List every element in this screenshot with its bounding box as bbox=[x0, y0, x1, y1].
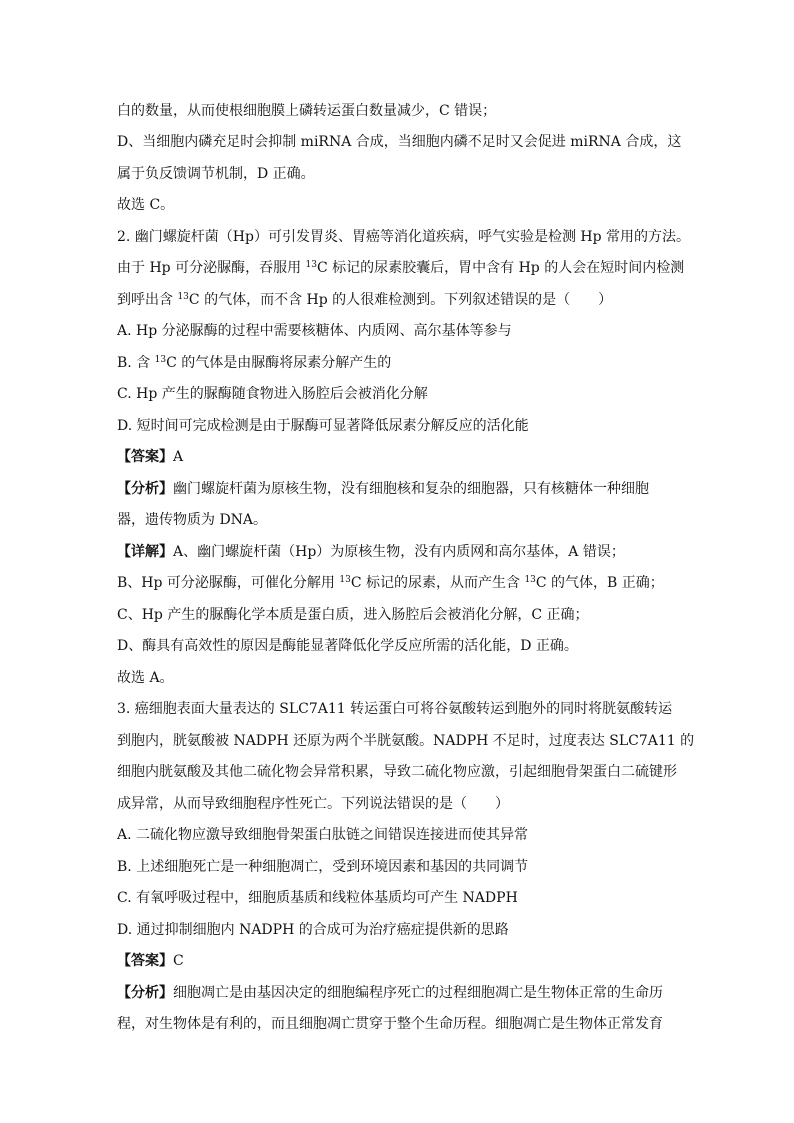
line-text: 细胞凋亡是由基因决定的细胞编程序死亡的过程细胞凋亡是生物体正常的生命历 bbox=[173, 985, 663, 1001]
line-text: C 的气体，B 正确； bbox=[535, 575, 664, 591]
section-label: 【答案】 bbox=[117, 449, 173, 465]
line-text: C 标记的尿素，从而产生含 bbox=[350, 575, 525, 591]
text-line bbox=[117, 857, 528, 877]
text-line bbox=[117, 983, 663, 1003]
isotope-superscript: 13 bbox=[339, 575, 351, 585]
section-label: 【分析】 bbox=[117, 481, 173, 497]
line-text: B. 上述细胞死亡是一种细胞凋亡，受到环境因素和基因的共同调节 bbox=[117, 859, 529, 875]
text-line bbox=[117, 384, 428, 404]
text-line bbox=[117, 164, 315, 184]
text-line bbox=[117, 605, 589, 625]
line-text: 程，对生物体是有利的，而且细胞凋亡贯穿于整个生命历程。细胞凋亡是生物体正常发育 bbox=[117, 1016, 663, 1032]
text-line bbox=[117, 794, 509, 814]
text-line bbox=[117, 290, 612, 310]
line-text: C. 有氧呼吸过程中，细胞质基质和线粒体基质均可产生 NADPH bbox=[117, 890, 518, 906]
text-line bbox=[117, 416, 529, 436]
text-line bbox=[117, 888, 518, 908]
text-line bbox=[117, 447, 183, 467]
text-line bbox=[117, 668, 174, 688]
text-line bbox=[117, 762, 677, 782]
isotope-superscript: 13 bbox=[305, 260, 317, 270]
text-line bbox=[117, 510, 267, 530]
line-text: D. 短时间可完成检测是由于脲酶可显著降低尿素分解反应的活化能 bbox=[117, 418, 529, 434]
line-text: 细胞内胱氨酸及其他二硫化物会异常积累，导致二硫化物应激，引起细胞骨架蛋白二硫键形 bbox=[117, 764, 677, 780]
section-label: 【分析】 bbox=[117, 985, 173, 1001]
text-line bbox=[117, 699, 672, 719]
line-text: 到胞内，胱氨酸被 NADPH 还原为两个半胱氨酸。NADPH 不足时，过度表达 SLC7A11 的 bbox=[117, 733, 695, 749]
isotope-superscript: 13 bbox=[177, 292, 189, 302]
text-line bbox=[117, 573, 664, 593]
text-line bbox=[117, 825, 528, 845]
line-text: C. Hp 产生的脲酶随食物进入肠腔后会被消化分解 bbox=[117, 386, 428, 402]
line-text: 属于负反馈调节机制，D 正确。 bbox=[117, 166, 315, 182]
text-line bbox=[117, 195, 174, 215]
line-text: A bbox=[173, 449, 184, 465]
section-label: 【详解】 bbox=[117, 544, 173, 560]
line-text: B. 含 bbox=[117, 355, 155, 371]
text-line bbox=[117, 731, 694, 751]
line-text: B、Hp 可分泌脲酶，可催化分解用 bbox=[117, 575, 340, 591]
line-text: C 的气体是由脲酶将尿素分解产生的 bbox=[166, 355, 392, 371]
text-line bbox=[117, 951, 184, 971]
line-text: A. 二硫化物应激导致细胞骨架蛋白肽链之间错误连接进而使其异常 bbox=[117, 827, 529, 843]
line-text: 幽门螺旋杆菌为原核生物，没有细胞核和复杂的细胞器，只有核糖体一种细胞 bbox=[173, 481, 649, 497]
text-line bbox=[117, 636, 578, 656]
text-line bbox=[117, 920, 509, 940]
text-line bbox=[117, 132, 681, 152]
text-line bbox=[117, 479, 649, 499]
line-text: C 标记的尿素胶囊后，胃中含有 Hp 的人会在短时间内检测 bbox=[316, 260, 685, 276]
text-line bbox=[117, 321, 512, 341]
text-line bbox=[117, 258, 684, 278]
line-text: A. Hp 分泌脲酶的过程中需要核糖体、内质网、高尔基体等参与 bbox=[117, 323, 512, 339]
line-text: D、酶具有高效性的原因是酶能显著降低化学反应所需的活化能，D 正确。 bbox=[117, 638, 578, 654]
line-text: 2. 幽门螺旋杆菌（Hp）可引发胃炎、胃癌等消化道疾病，呼气实验是检测 Hp 常用的方法。 bbox=[117, 229, 691, 245]
text-line bbox=[117, 542, 625, 562]
line-text: D. 通过抑制细胞内 NADPH 的合成可为治疗癌症提供新的思路 bbox=[117, 922, 509, 938]
text-line bbox=[117, 353, 391, 373]
line-text: 故选 C。 bbox=[117, 197, 175, 213]
text-line bbox=[117, 227, 690, 247]
line-text: 成异常，从而导致细胞程序性死亡。下列说法错误的是（ ） bbox=[117, 796, 509, 812]
line-text: 器，遗传物质为 DNA。 bbox=[117, 512, 268, 528]
isotope-superscript: 13 bbox=[154, 355, 167, 365]
line-text: 白的数量，从而使根细胞膜上磷转运蛋白数量减少，C 错误； bbox=[117, 103, 497, 119]
line-text: D、当细胞内磷充足时会抑制 miRNA 合成，当细胞内磷不足时又会促进 miRNA 合成，这 bbox=[117, 134, 682, 150]
line-text: A、幽门螺旋杆菌（Hp）为原核生物，没有内质网和高尔基体，A 错误； bbox=[173, 544, 625, 560]
section-label: 【答案】 bbox=[117, 953, 173, 969]
line-text: C bbox=[173, 953, 184, 969]
line-text: C、Hp 产生的脲酶化学本质是蛋白质，进入肠腔后会被消化分解，C 正确； bbox=[117, 607, 589, 623]
line-text: 到呼出含 bbox=[117, 292, 178, 308]
line-text: 故选 A。 bbox=[117, 670, 174, 686]
text-line bbox=[117, 1014, 663, 1034]
text-line bbox=[117, 101, 496, 121]
line-text: C 的气体，而不含 Hp 的人很难检测到。下列叙述错误的是（ ） bbox=[188, 292, 613, 308]
line-text: 3. 癌细胞表面大量表达的 SLC7A11 转运蛋白可将谷氨酸转运到胞外的同时将胱氨酸转运 bbox=[117, 701, 673, 717]
isotope-superscript: 13 bbox=[524, 575, 536, 585]
line-text: 由于 Hp 可分泌脲酶，吞服用 bbox=[117, 260, 306, 276]
